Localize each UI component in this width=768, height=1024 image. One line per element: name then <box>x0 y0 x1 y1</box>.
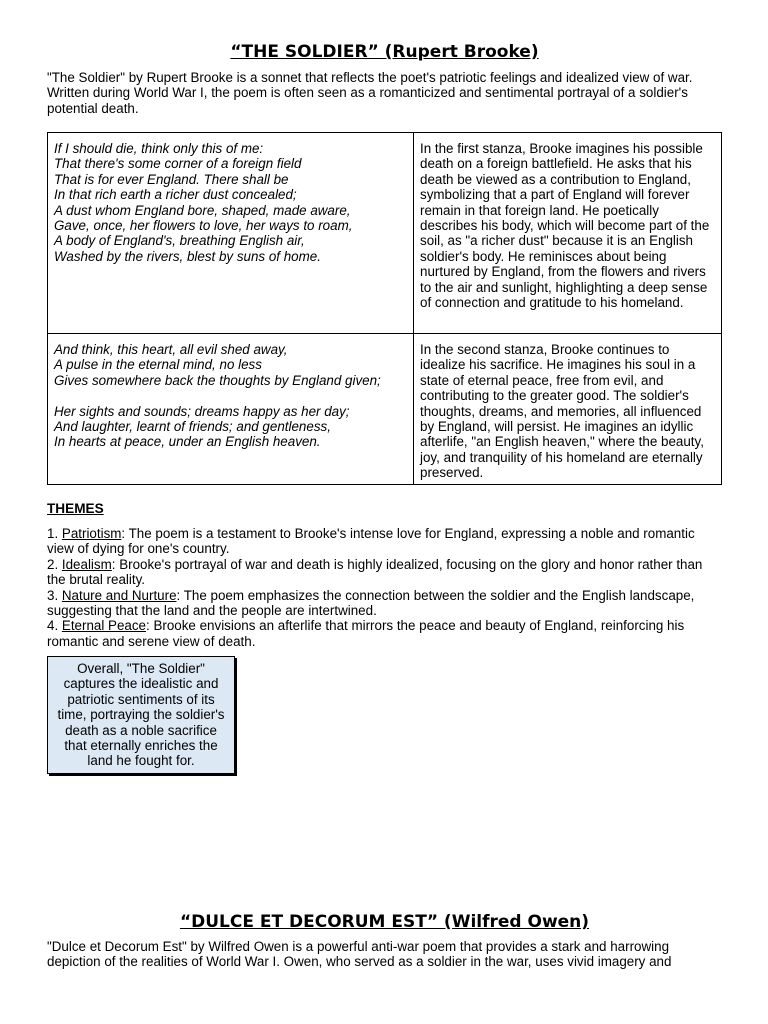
section-title-the-soldier: “THE SOLDIER” (Rupert Brooke) <box>230 42 539 62</box>
theme-text: : Brooke envisions an afterlife that mirrors the peace and beauty of England, reinforcing his romantic and serene view of death. <box>47 618 685 649</box>
verse-cell-stanza-2 <box>48 334 414 485</box>
verse-line: That is for ever England. There shall be <box>54 171 289 187</box>
verse-line: Gives somewhere back the thoughts by England given; <box>54 372 381 388</box>
verse-line: If I should die, think only this of me: <box>54 141 264 156</box>
theme-number: 3. <box>47 587 62 603</box>
list-item <box>47 526 722 557</box>
verse-line: And laughter, learnt of friends; and gentleness, <box>54 419 331 435</box>
poem-analysis-table <box>47 132 722 485</box>
theme-name: Eternal Peace <box>61 618 147 634</box>
table-row <box>48 334 722 485</box>
theme-text: : The poem is a testament to Brooke's intense love for England, expressing a noble and romantic view of dying for one's country. <box>47 526 695 557</box>
verse-line: Gave, once, her flowers to love, her ways to roam, <box>54 218 353 234</box>
verse-line: A dust whom England bore, shaped, made aware, <box>54 202 351 218</box>
theme-text: : The poem emphasizes the connection between the soldier and the English landscape, suggesting that the land and the people are intertwined. <box>47 587 695 619</box>
verse-line: In that rich earth a richer dust concealed; <box>54 187 297 203</box>
verse-line: Her sights and sounds; dreams happy as her day; <box>54 403 350 419</box>
verse-line: And think, this heart, all evil shed away, <box>54 342 288 357</box>
table-row <box>48 133 722 334</box>
verse-line: That there's some corner of a foreign field <box>54 156 302 172</box>
verse-line: A body of England's, breathing English air, <box>54 233 305 249</box>
list-item <box>47 588 722 619</box>
intro-paragraph-the-soldier: "The Soldier" by Rupert Brooke is a sonnet that reflects the poet's patriotic feelings and idealized view of war. Written during World War I, the poem is often seen as a romanticized and sentimental portrayal of a soldier's potential death. <box>47 70 693 116</box>
themes-heading: THEMES <box>47 501 104 516</box>
analysis-cell-stanza-1: In the first stanza, Brooke imagines his possible death on a foreign battlefield. He asks that his death be viewed as a contribution to England, symbolizing that a part of England will forever remain in that foreign land. He poetically describes his body, which will become part of the soil, as "a richer dust" because it is an English soldier's body. He reminisces about being nurtured by England, from the flowers and rivers to the air and sunlight, highlighting a deep sense of connection and gratitude to his homeland. <box>414 133 722 334</box>
theme-name: Idealism <box>61 556 112 572</box>
theme-name: Nature and Nurture <box>61 587 177 603</box>
intro-paragraph-dulce-et-decorum-est: "Dulce et Decorum Est" by Wilfred Owen is a powerful anti-war poem that provides a stark and harrowing depiction of the realities of World War I. Owen, who served as a soldier in the war, uses vivid imagery and <box>47 939 672 970</box>
themes-list <box>47 526 722 649</box>
verse-line: A pulse in the eternal mind, no less <box>54 357 262 373</box>
stanza-gap <box>54 388 407 403</box>
theme-number: 4. <box>47 618 62 634</box>
summary-callout-box: Overall, "The Soldier" captures the idealistic and patriotic sentiments of its time, portraying the soldier's death as a noble sacrifice that eternally enriches the land he fought for. <box>47 656 235 774</box>
theme-number: 2. <box>47 556 62 572</box>
analysis-cell-stanza-2: In the second stanza, Brooke continues to idealize his sacrifice. He imagines his soul in a state of eternal peace, free from evil, and contributing to the greater good. The soldier's thoughts, dreams, and memories, all influenced by England, will persist. He imagines an idyllic afterlife, "an English heaven," where the beauty, joy, and tranquility of his homeland are eternally preserved. <box>414 334 722 485</box>
theme-name: Patriotism <box>61 526 122 541</box>
verse-line: Washed by the rivers, blest by suns of home. <box>54 248 321 264</box>
verse-line: In hearts at peace, under an English heaven. <box>54 434 321 450</box>
section-title-dulce-et-decorum-est: “DULCE ET DECORUM EST” (Wilfred Owen) <box>179 912 590 932</box>
verse-cell-stanza-1 <box>48 133 414 334</box>
list-item <box>47 618 722 649</box>
list-item <box>47 557 722 588</box>
theme-number: 1. <box>47 526 62 541</box>
theme-text: : Brooke's portrayal of war and death is highly idealized, focusing on the glory and honor rather than the brutal reality. <box>47 556 703 588</box>
